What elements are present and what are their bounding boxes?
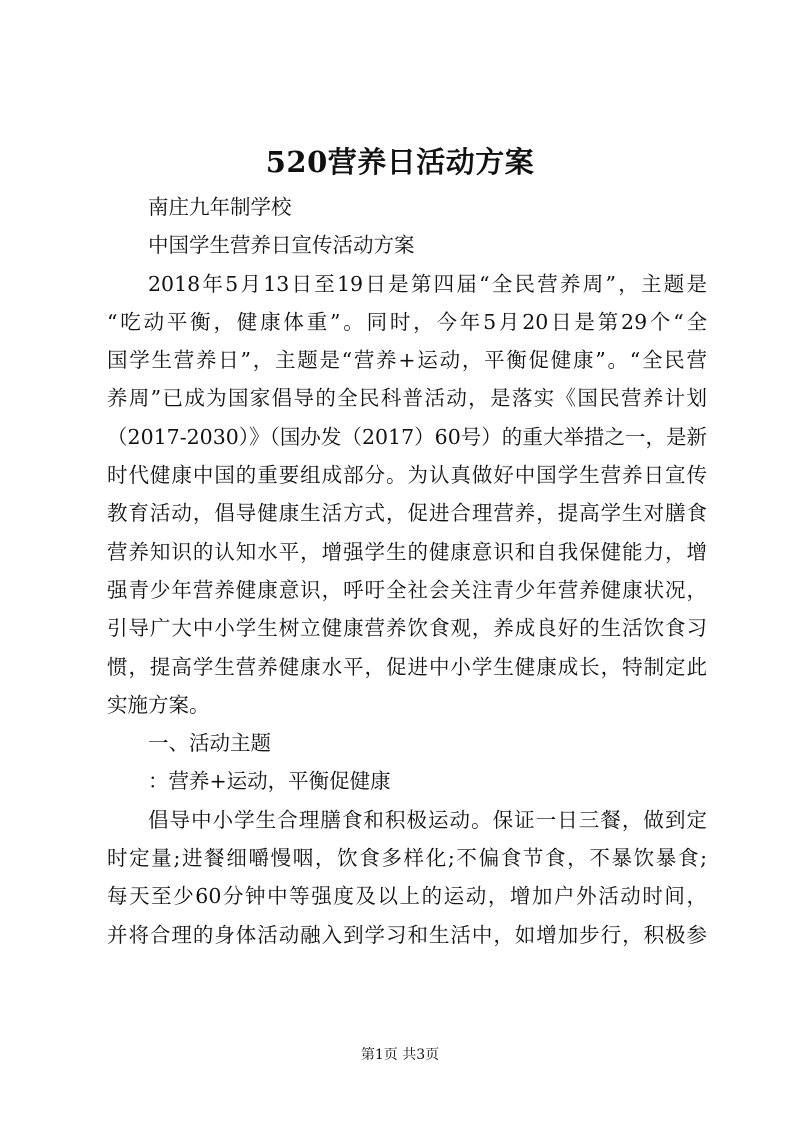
text-line: 国学生营养日”，主题是“营养+运动，平衡促健康”。“全民营 xyxy=(107,348,707,373)
text-line: 强青少年营养健康意识，呼吁全社会关注青少年营养健康状况， xyxy=(107,577,707,602)
text-line: 中国学生营养日宣传活动方案 xyxy=(148,233,415,258)
page-title: 520营养日活动方案 xyxy=(265,145,535,179)
text-line: 南庄九年制学校 xyxy=(148,195,292,219)
page-footer: 第1页 共3页 xyxy=(360,1047,440,1063)
text-line: 时代健康中国的重要组成部分。为认真做好中国学生营养日宣传 xyxy=(107,463,707,488)
text-line: 倡导中小学生合理膳食和积极运动。保证一日三餐，做到定 xyxy=(148,807,707,832)
text-line: “吃动平衡，健康体重”。同时，今年5月20日是第29个“全 xyxy=(107,309,707,334)
text-line: 教育活动，倡导健康生活方式，促进合理营养，提高学生对膳食 xyxy=(107,501,707,526)
text-line: （2017-2030）》（国办发（2017）60号）的重大举措之一，是新 xyxy=(107,424,707,449)
text-line: 每天至少60分钟中等强度及以上的运动，增加户外活动时间， xyxy=(107,884,707,909)
text-line: 实施方案。 xyxy=(107,692,210,717)
text-line: 引导广大中小学生树立健康营养饮食观，养成良好的生活饮食习 xyxy=(107,616,707,641)
document-body xyxy=(107,188,707,954)
text-line: 2018年5月13日至19日是第四届“全民营养周”，主题是 xyxy=(148,271,707,296)
text-line: 营养知识的认知水平，增强学生的健康意识和自我保健能力，增 xyxy=(107,539,707,564)
text-line: 惯，提高学生营养健康水平，促进中小学生健康成长，特制定此 xyxy=(107,654,707,679)
text-line: 时定量;进餐细嚼慢咽，饮食多样化;不偏食节食，不暴饮暴食; xyxy=(107,846,707,871)
text-line: ：营养+运动，平衡促健康 xyxy=(148,769,391,794)
text-line: 并将合理的身体活动融入到学习和生活中，如增加步行，积极参 xyxy=(107,922,707,947)
section-heading: 一、活动主题 xyxy=(148,731,271,756)
text-line: 养周”已成为国家倡导的全民科普活动，是落实《国民营养计划 xyxy=(107,386,707,411)
